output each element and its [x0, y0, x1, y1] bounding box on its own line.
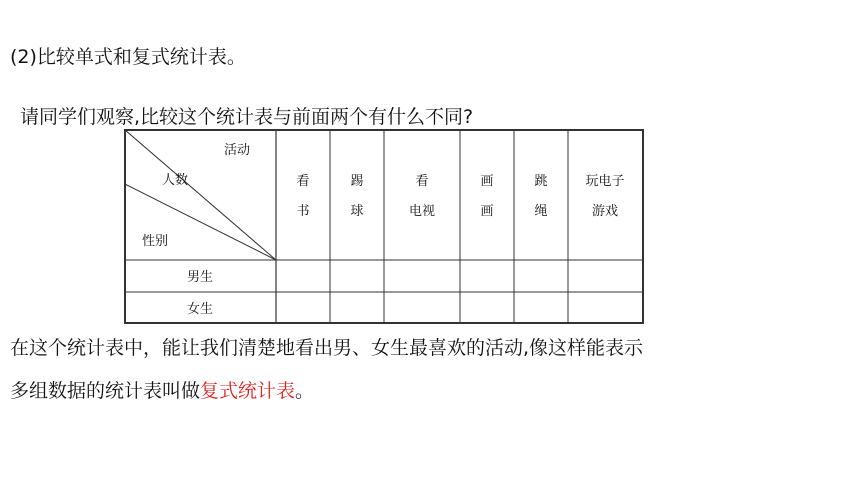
corner-label-activity: 活动 [224, 143, 251, 158]
column-header-line2: 画 [480, 204, 494, 219]
explanation-line-2 [10, 376, 314, 403]
column-header-line2: 电视 [408, 204, 436, 219]
table-svg [124, 129, 644, 325]
column-header-line1: 玩电子 [585, 174, 625, 189]
explanation-line-1: 在这个统计表中，能让我们清楚地看出男、女生最喜欢的活动,像这样能表示 [10, 337, 644, 359]
highlighted-term: 复式统计表 [200, 380, 296, 402]
column-header-line1: 跳 [534, 174, 548, 189]
corner-label-gender: 性别 [142, 234, 169, 249]
row-label-boys: 男生 [186, 270, 214, 285]
row-label-girls: 女生 [186, 302, 214, 317]
column-header-line2: 绳 [534, 204, 548, 219]
column-header-line2: 球 [350, 204, 364, 219]
column-header-line1: 踢 [350, 174, 364, 189]
column-header-line1: 看 [415, 174, 429, 189]
column-header-line2: 书 [296, 204, 310, 219]
column-header-line1: 画 [480, 174, 494, 189]
corner-label-count: 人数 [162, 173, 189, 188]
column-header-line1: 看 [296, 174, 310, 189]
section-heading: (2)比较单式和复式统计表。 [10, 46, 246, 68]
compound-statistics-table [124, 129, 644, 329]
column-header-line2: 游戏 [591, 204, 619, 219]
explanation-prefix: 多组数据的统计表叫做 [10, 380, 201, 402]
question-prompt: 请同学们观察,比较这个统计表与前面两个有什么不同? [20, 106, 474, 128]
explanation-suffix: 。 [295, 380, 315, 402]
